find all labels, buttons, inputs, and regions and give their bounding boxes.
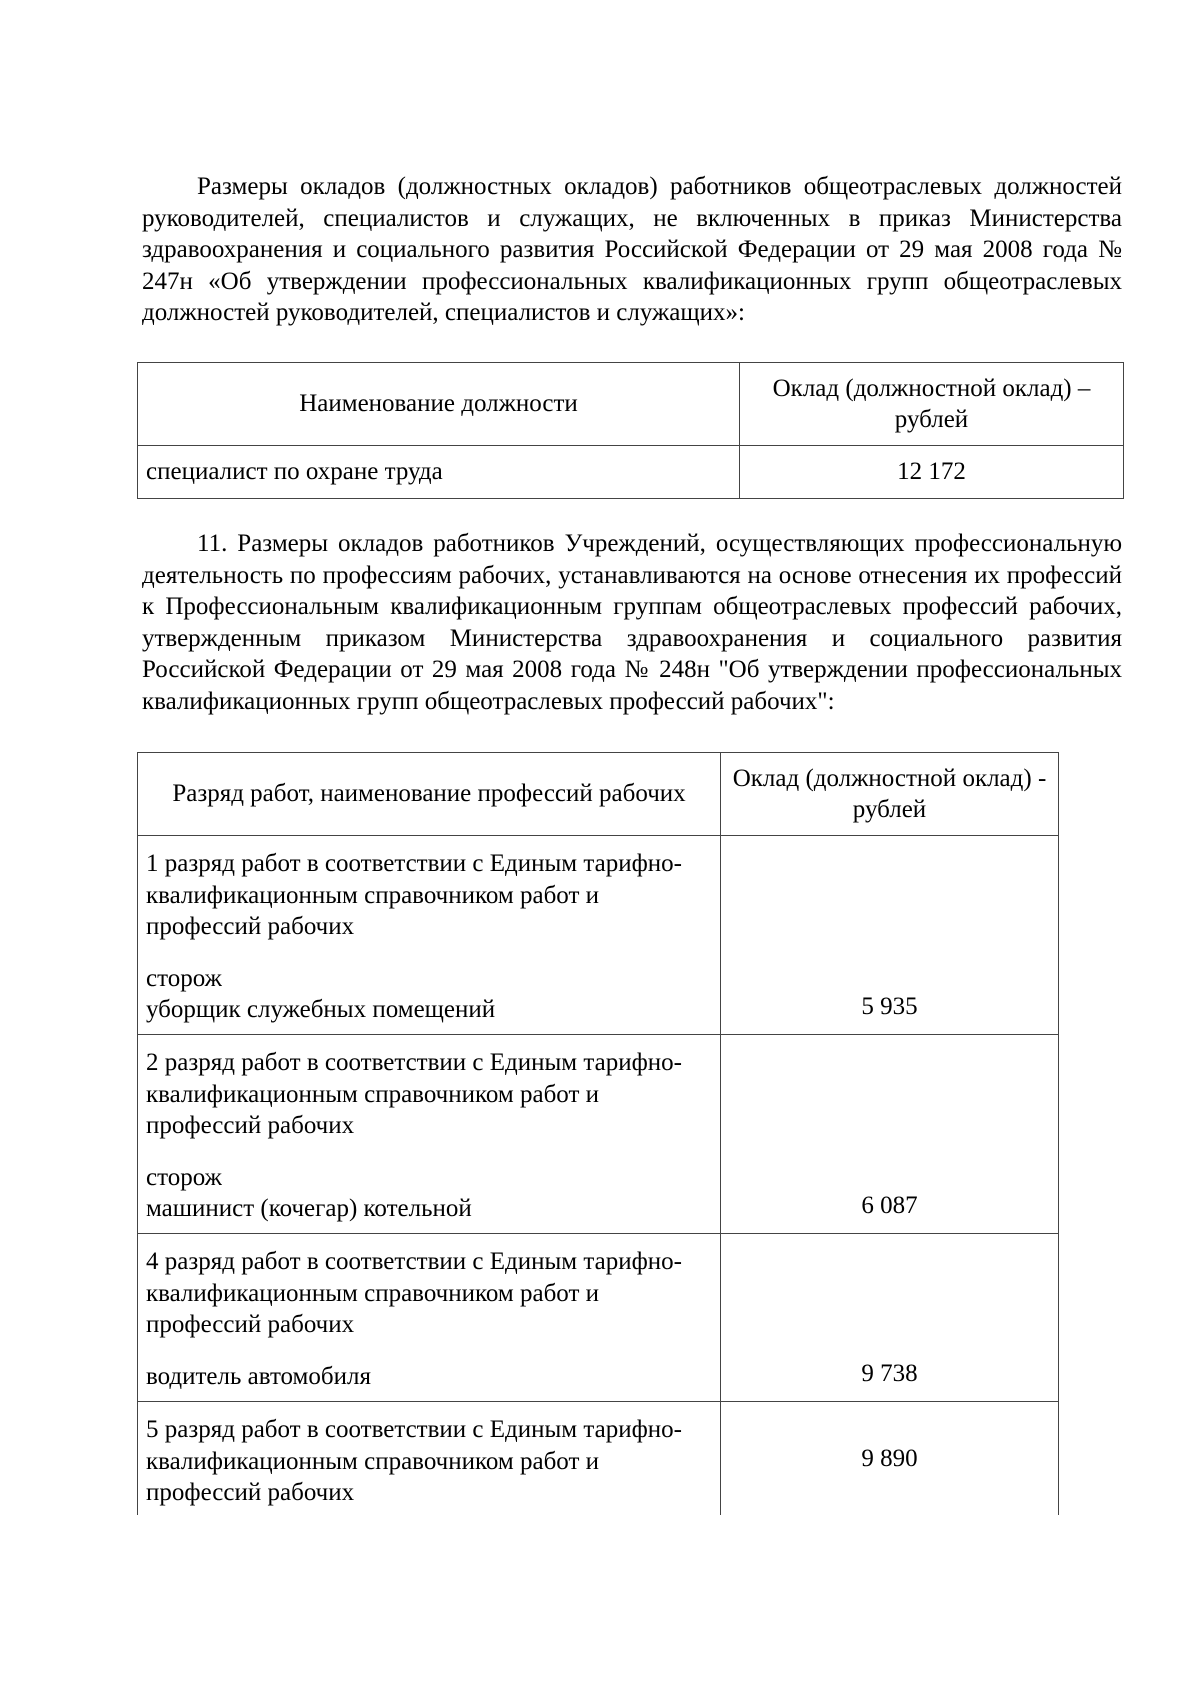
table-row bbox=[138, 1234, 1059, 1402]
header-position-name: Наименование должности bbox=[138, 363, 740, 446]
grade-title: 4 разряд работ в соответствии с Единым тарифно-квалификационным справочником работ и профессий рабочих bbox=[146, 1248, 682, 1338]
salary-cell: 6 087 bbox=[721, 1035, 1059, 1234]
position-salary-table bbox=[137, 362, 1124, 499]
job-list bbox=[146, 963, 712, 1026]
job-item: сторож bbox=[146, 1163, 222, 1191]
worker-grade-salary-table bbox=[137, 752, 1059, 1515]
position-cell: специалист по охране труда bbox=[138, 446, 740, 499]
item-11-paragraph: 11. Размеры окладов работников Учреждений, осуществляющих профессиональную деятельность по профессиям рабочих, устанавливаются на основе отнесения их профессий к Профессиональным квалификационным группам общеотраслевых профессий рабочих, утвержденным приказом Министерства здравоохранения и социального развития Российской Федерации от 29 мая 2008 года № 248н "Об утверждении профессиональных квалификационных групп общеотраслевых профессий рабочих": bbox=[142, 530, 1122, 715]
grade-title: 2 разряд работ в соответствии с Единым тарифно-квалификационным справочником работ и профессий рабочих bbox=[146, 1049, 682, 1139]
grade-cell bbox=[138, 1402, 721, 1515]
grade-cell bbox=[138, 1035, 721, 1234]
job-item: уборщик служебных помещений bbox=[146, 996, 496, 1023]
job-item: машинист (кочегар) котельной bbox=[146, 1195, 472, 1222]
grade-cell bbox=[138, 1234, 721, 1402]
job-list bbox=[146, 1162, 712, 1225]
table-header-row bbox=[138, 363, 1124, 446]
grade-cell bbox=[138, 836, 721, 1035]
header-salary: Оклад (должностной оклад) – рублей bbox=[740, 363, 1124, 446]
table-row bbox=[138, 1402, 1059, 1515]
header-salary: Оклад (должностной оклад) - рублей bbox=[721, 753, 1059, 836]
intro-paragraph: Размеры окладов (должностных окладов) работников общеотраслевых должностей руководителей, специалистов и служащих, не включенных в приказ Министерства здравоохранения и социального развития Российской Федерации от 29 мая 2008 года № 247н «Об утверждении профессиональных квалификационных групп общеотраслевых должностей руководителей, специалистов и служащих»: bbox=[142, 173, 1122, 326]
salary-cell: 9 738 bbox=[721, 1234, 1059, 1402]
salary-cell: 9 890 bbox=[721, 1402, 1059, 1515]
salary-cell: 5 935 bbox=[721, 836, 1059, 1035]
grade-title: 1 разряд работ в соответствии с Единым тарифно-квалификационным справочником работ и профессий рабочих bbox=[146, 850, 682, 940]
job-list bbox=[146, 1361, 712, 1393]
table-header-row bbox=[138, 753, 1059, 836]
job-item: сторож bbox=[146, 964, 222, 992]
table-row bbox=[138, 446, 1124, 499]
grade-title: 5 разряд работ в соответствии с Единым тарифно-квалификационным справочником работ и профессий рабочих bbox=[146, 1416, 682, 1506]
table-row bbox=[138, 1035, 1059, 1234]
salary-cell: 12 172 bbox=[740, 446, 1124, 499]
header-grade-profession: Разряд работ, наименование профессий рабочих bbox=[138, 753, 721, 836]
table-row bbox=[138, 836, 1059, 1035]
job-item: водитель автомобиля bbox=[146, 1362, 371, 1390]
